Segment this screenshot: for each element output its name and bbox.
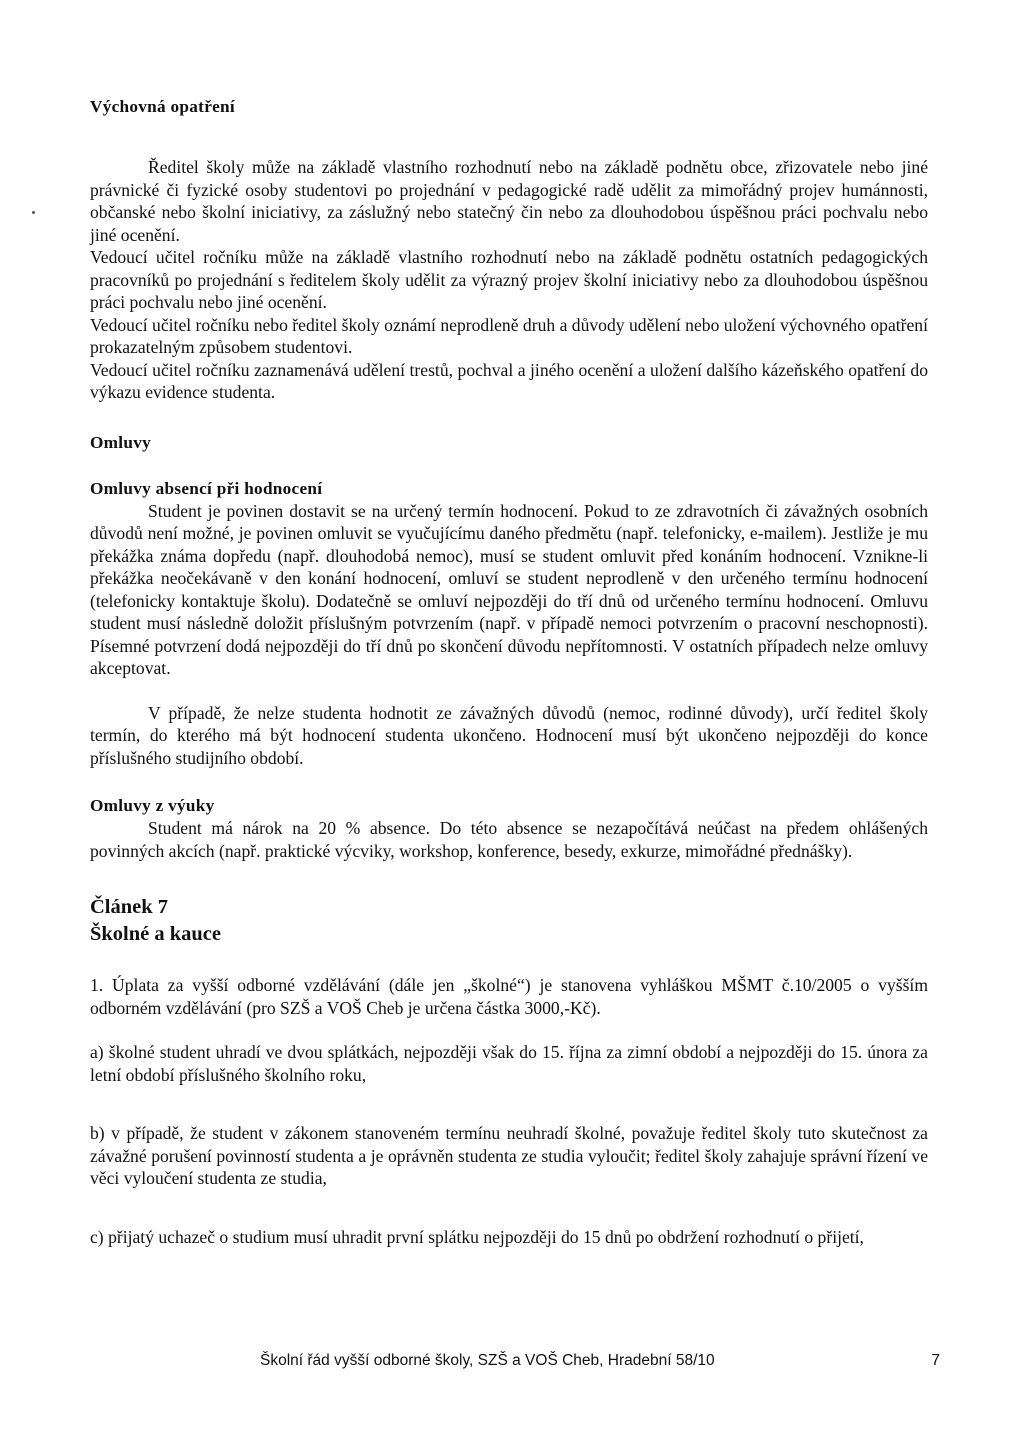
heading-omluvy: Omluvy xyxy=(90,432,152,452)
paragraph-reditel-pochvala: Ředitel školy může na základě vlastního rozhodnutí nebo na základě podnětu obce, zřizovatele nebo jiné právnické či fyzické osoby studentovi po projednání v pedagogické radě udělit za mimořádný projev humánnosti, občanské nebo školní iniciativy, za záslužný nebo statečný čin nebo za dlouhodobou úspěšnou práci pochvalu nebo jiné ocenění. xyxy=(90,157,928,245)
heading-omluvy-absenci: Omluvy absencí při hodnocení xyxy=(90,478,323,498)
article-number: Článek 7 xyxy=(90,896,169,918)
document-page xyxy=(90,96,928,1248)
list-item-a: a) školné student uhradí ve dvou splátkách, nejpozději však do 15. října za zimní období a nejpozději do 15. února za letní období příslušného školního roku, xyxy=(90,1042,928,1085)
list-item-b: b) v případě, že student v zákonem stanoveném termínu neuhradí školné, považuje ředitel školy tuto skutečnost za závažné porušení povinností studenta a je oprávněn studenta ze studia vyloučit; ředitel školy zahajuje správní řízení ve věci vyloučení studenta ze studia, xyxy=(90,1123,928,1188)
list-item-c: c) přijatý uchazeč o studium musí uhradit první splátku nejpozději do 15 dnů po obdržení rozhodnutí o přijetí, xyxy=(90,1226,864,1247)
paragraph-absence: Student má nárok na 20 % absence. Do této absence se nezapočítává neúčast na předem ohlášených povinných akcích (např. praktické výcviky, workshop, konference, besedy, exkurze, mimořádné přednášky). xyxy=(90,818,928,861)
paragraph-nelze-hodnotit: V případě, že nelze studenta hodnotit ze závažných důvodů (nemoc, rodinné důvody), určí ředitel školy termín, do kterého má být hodnocení studenta ukončeno. Hodnocení musí být ukončeno nejpozději do konce příslušného studijního období. xyxy=(90,702,928,768)
article-title: Školné a kauce xyxy=(90,923,221,945)
paragraph-oznameni: Vedoucí učitel ročníku nebo ředitel školy oznámí neprodleně druh a důvody udělení nebo uložení výchovného opatření prokazatelným způsobem studentovi. xyxy=(90,314,928,357)
heading-omluvy-z-vyuky: Omluvy z výuky xyxy=(90,796,215,815)
footer-text: Školní řád vyšší odborné školy, SZŠ a VOŠ Cheb, Hradební 58/10 xyxy=(260,1352,715,1369)
paragraph-zaznam: Vedoucí učitel ročníku zaznamenává udělení trestů, pochval a jiného ocenění a uložení dalšího kázeňského opatření do výkazu evidence studenta. xyxy=(90,359,928,402)
page-footer xyxy=(260,1352,940,1370)
page-number: 7 xyxy=(931,1352,940,1369)
scan-speck xyxy=(32,211,35,214)
paragraph-uplata: 1. Úplata za vyšší odborné vzdělávání (dále jen „školné“) je stanovena vyhláškou MŠMT č.10/2005 o vyšším odborném vzdělávání (pro SZŠ a VOŠ Cheb je určena částka 3000,-Kč). xyxy=(90,975,928,1018)
paragraph-vedouci-pochvala: Vedoucí učitel ročníku může na základě vlastního rozhodnutí nebo na základě podnětu ostatních pedagogických pracovníků po projednání s ředitelem školy udělit za výrazný projev školní iniciativy nebo za dlouhodobou úspěšnou práci pochvalu nebo jiné ocenění. xyxy=(90,247,928,312)
heading-vychovna-opatreni: Výchovná opatření xyxy=(90,97,235,116)
paragraph-omluvy-hodnoceni: Student je povinen dostavit se na určený termín hodnocení. Pokud to ze zdravotních či závažných osobních důvodů není možné, je povinen omluvit se vyučujícímu daného předmětu (např. telefonicky, e-mailem). Jestliže je mu překážka známa dopředu (např. dlouhodobá nemoc), musí se student omluvit před konáním hodnocení. Vznikne-li překážka neočekávaně v den konání hodnocení, omluví se student neprodleně v den určeného termínu hodnocení (telefonicky kontaktuje školu). Dodatečně se omluví nejpozději do tří dnů od určeného termínu hodnocení. Omluvu student musí následně doložit příslušným potvrzením (např. v případě nemoci potvrzením o pracovní neschopnosti). Písemné potvrzení dodá nejpozději do tří dnů po skončení důvodu nepřítomnosti. V ostatních případech nelze omluvy akceptovat. xyxy=(90,500,928,678)
